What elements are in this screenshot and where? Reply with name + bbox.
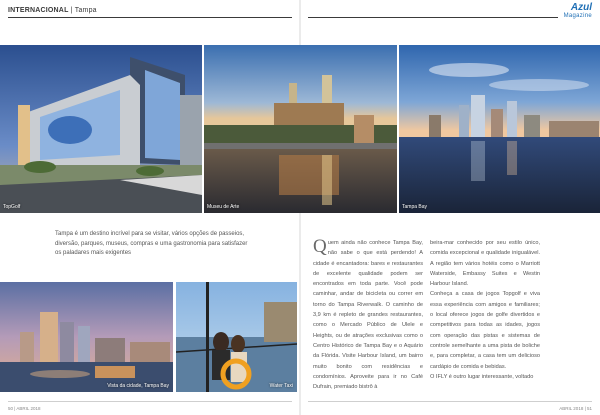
caption-bay: Tampa Bay: [402, 204, 428, 210]
section-separator: |: [70, 7, 73, 14]
article-col2-para3: O IFLY é outro lugar interessante, voltado: [430, 373, 534, 380]
folio-right: ABRIL 2018 | 51: [559, 406, 592, 411]
brand-logo: [564, 3, 592, 19]
caption-museu: Museu de Arte: [207, 204, 240, 210]
photo-cidade: [0, 282, 173, 392]
water-taxi-image: [176, 282, 297, 392]
footer-rule-right: [308, 401, 592, 402]
header-rule-right: [308, 17, 558, 18]
section-label: INTERNACIONAL: [8, 7, 69, 14]
bay-image: [399, 45, 600, 213]
folio-left: 50 | ABRIL 2018: [8, 406, 41, 411]
article-column-2: [430, 238, 540, 382]
photo-museu: [204, 45, 397, 213]
caption-topgolf: TopGolf: [3, 204, 21, 210]
article-col2-para2: Conheça a casa de jogos Topgolf e viva essa experiência com amigos e familiares; o local oferece jogos de golfe divertidos e competitivos para todas as idades, jogos com operação das pistas e sistemas de controle semelhante a uma pista de boliche e, para completar, a casa tem um delicioso cardápio de comida e bebidas.: [430, 291, 540, 370]
photo-bay: [399, 45, 600, 213]
article-col1-text: uem ainda não conhece Tampa Bay, não sabe o que está perdendo! A cidade é encantadora: bares e restaurantes de excelente qualidade podem ser encontrados em toda parte. Você pode caminhar, andar de bicicleta ou correr em torno do Tampa Riverwalk. O caminho de 3,9 km é repleto de grandes restaurantes, como o Mercado Público de Ulele e Heights, ou de atrações exclusivas como o Centro Histórico de Tampa Bay e o Aquário da Flórida. Visite Harbour Island, um bairro muito bonito com residências e condomínios. Aproveite para ir no Café Dufrain, premiado bistrô à: [313, 240, 423, 391]
topgolf-image: [0, 45, 202, 213]
header-rule-left: [8, 17, 292, 18]
section-header: [8, 7, 97, 14]
intro-text: Tampa é um destino incrível para se visitar, vários opções de passeios, diversão, parques, museus, compras e uma gastronomia para satisfazer os paladares mais exigentes: [55, 231, 248, 256]
brand-subtitle: Magazine: [563, 13, 592, 19]
museu-image: [204, 45, 397, 213]
drop-cap: Q: [313, 236, 327, 257]
brand-name: Azul: [570, 2, 592, 13]
article-column-1: [313, 238, 423, 392]
caption-cidade: Vista da cidade, Tampa Bay: [107, 383, 169, 389]
photo-topgolf: [0, 45, 202, 213]
article-col2-para1: beira-mar conhecido por seu estilo único, comida excepcional e qualidade inigualável. A região tem vários hotéis como o Marriott Waterside, Embassy Suites e Westin Harbour Island.: [430, 240, 540, 288]
caption-water-taxi: Water Taxi: [269, 383, 293, 389]
photo-water-taxi: [176, 282, 297, 392]
subsection-label: Tampa: [74, 7, 97, 14]
cidade-image: [0, 282, 173, 392]
footer-rule-left: [8, 401, 292, 402]
